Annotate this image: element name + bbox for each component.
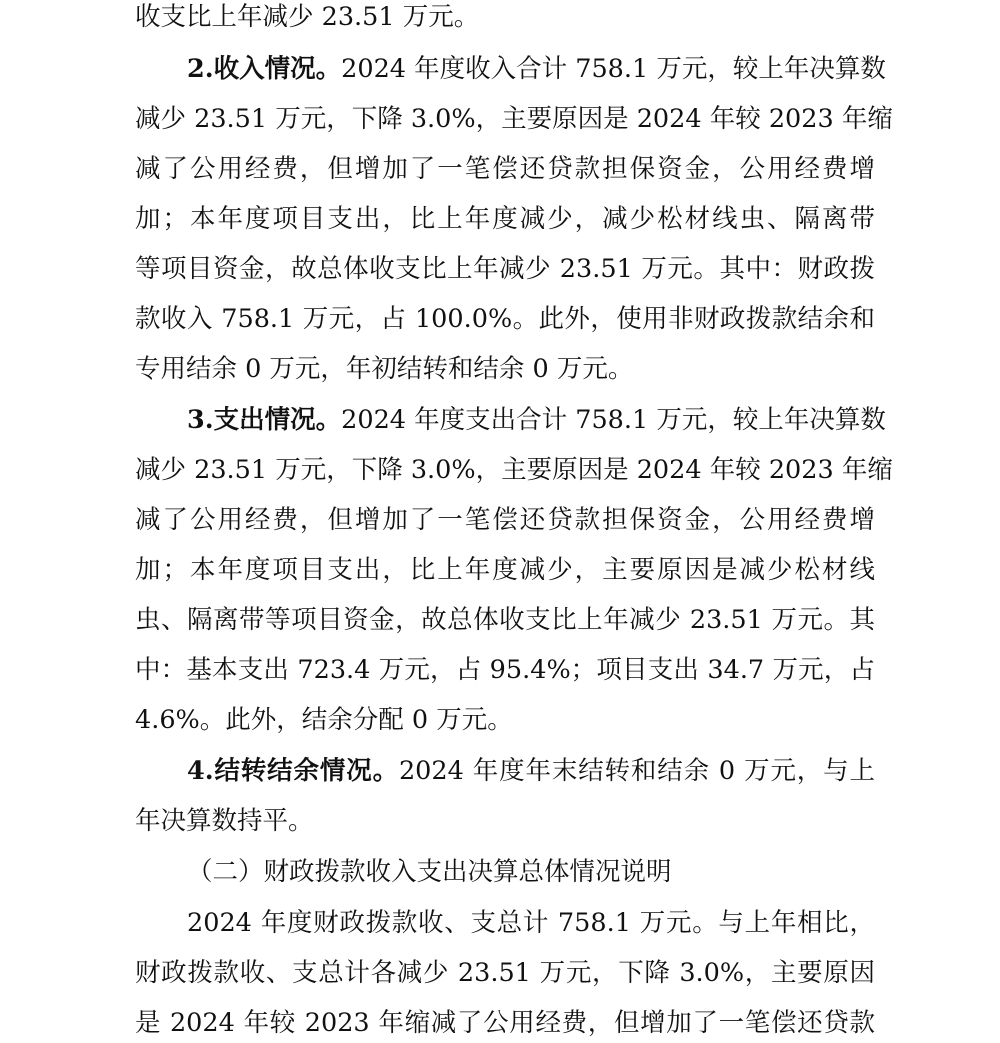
section2-line-2: 是 2024 年较 2023 年缩减了公用经费，但增加了一笔偿还贷款 <box>135 1008 875 1038</box>
income-paragraph-first-line <box>187 49 886 89</box>
section2-line-1: 财政拨款收、支总计各减少 23.51 万元，下降 3.0%，主要原因 <box>135 958 875 988</box>
carryover-line-0: 2024 年度年末结转和结余 0 万元，与上 <box>398 756 875 786</box>
section2-line <box>135 1003 875 1043</box>
income-line-3: 加；本年度项目支出，比上年度减少，减少松材线虫、隔离带 <box>135 204 875 234</box>
intro-tail-text: 收支比上年减少 23.51 万元。 <box>135 2 480 32</box>
income-line <box>135 299 875 339</box>
carryover-line-1: 年决算数持平。 <box>135 806 314 836</box>
expenditure-paragraph-first-line <box>187 400 886 440</box>
income-line-6: 专用结余 0 万元，年初结转和结余 0 万元。 <box>135 354 634 384</box>
expenditure-line-6: 4.6%。此外，结余分配 0 万元。 <box>135 705 513 735</box>
expenditure-line-0: 2024 年度支出合计 758.1 万元，较上年决算数 <box>341 405 886 435</box>
section2-paragraph-first-line <box>187 903 875 943</box>
expenditure-line-3: 加；本年度项目支出，比上年度减少，主要原因是减少松材线 <box>135 555 875 585</box>
section2-line <box>135 953 875 993</box>
income-line-1: 减少 23.51 万元，下降 3.0%，主要原因是 2024 年较 2023 年缩 <box>135 104 893 134</box>
carryover-line <box>135 801 875 841</box>
expenditure-line <box>135 500 875 540</box>
section-heading <box>187 852 875 892</box>
income-line-0: 2024 年度收入合计 758.1 万元，较上年决算数 <box>341 54 886 84</box>
expenditure-line <box>135 700 875 740</box>
income-line-5: 款收入 758.1 万元，占 100.0%。此外，使用非财政拨款结余和 <box>135 304 875 334</box>
income-heading: 2.收入情况。 <box>187 54 342 84</box>
expenditure-heading: 3.支出情况。 <box>187 405 342 435</box>
expenditure-line-5: 中：基本支出 723.4 万元，占 95.4%；项目支出 34.7 万元，占 <box>135 655 875 685</box>
income-line <box>135 249 875 289</box>
income-line <box>135 149 875 189</box>
carryover-heading: 4.结转结余情况。 <box>187 756 399 786</box>
section2-heading: （二）财政拨款收入支出决算总体情况说明 <box>187 857 672 887</box>
section2-line-0: 2024 年度财政拨款收、支总计 758.1 万元。与上年相比， <box>187 908 875 938</box>
income-line <box>135 99 893 139</box>
expenditure-line <box>135 600 875 640</box>
expenditure-line-1: 减少 23.51 万元，下降 3.0%，主要原因是 2024 年较 2023 年缩 <box>135 455 893 485</box>
income-line-2: 减了公用经费，但增加了一笔偿还贷款担保资金，公用经费增 <box>135 154 875 184</box>
carryover-paragraph-first-line <box>187 751 875 791</box>
paragraph-line <box>135 0 875 37</box>
income-line <box>135 199 875 239</box>
income-line-4: 等项目资金，故总体收支比上年减少 23.51 万元。其中：财政拨 <box>135 254 875 284</box>
income-line <box>135 349 875 389</box>
expenditure-line-2: 减了公用经费，但增加了一笔偿还贷款担保资金，公用经费增 <box>135 505 875 535</box>
expenditure-line <box>135 650 875 690</box>
expenditure-line-4: 虫、隔离带等项目资金，故总体收支比上年减少 23.51 万元。其 <box>135 605 875 635</box>
expenditure-line <box>135 550 875 590</box>
expenditure-line <box>135 450 893 490</box>
